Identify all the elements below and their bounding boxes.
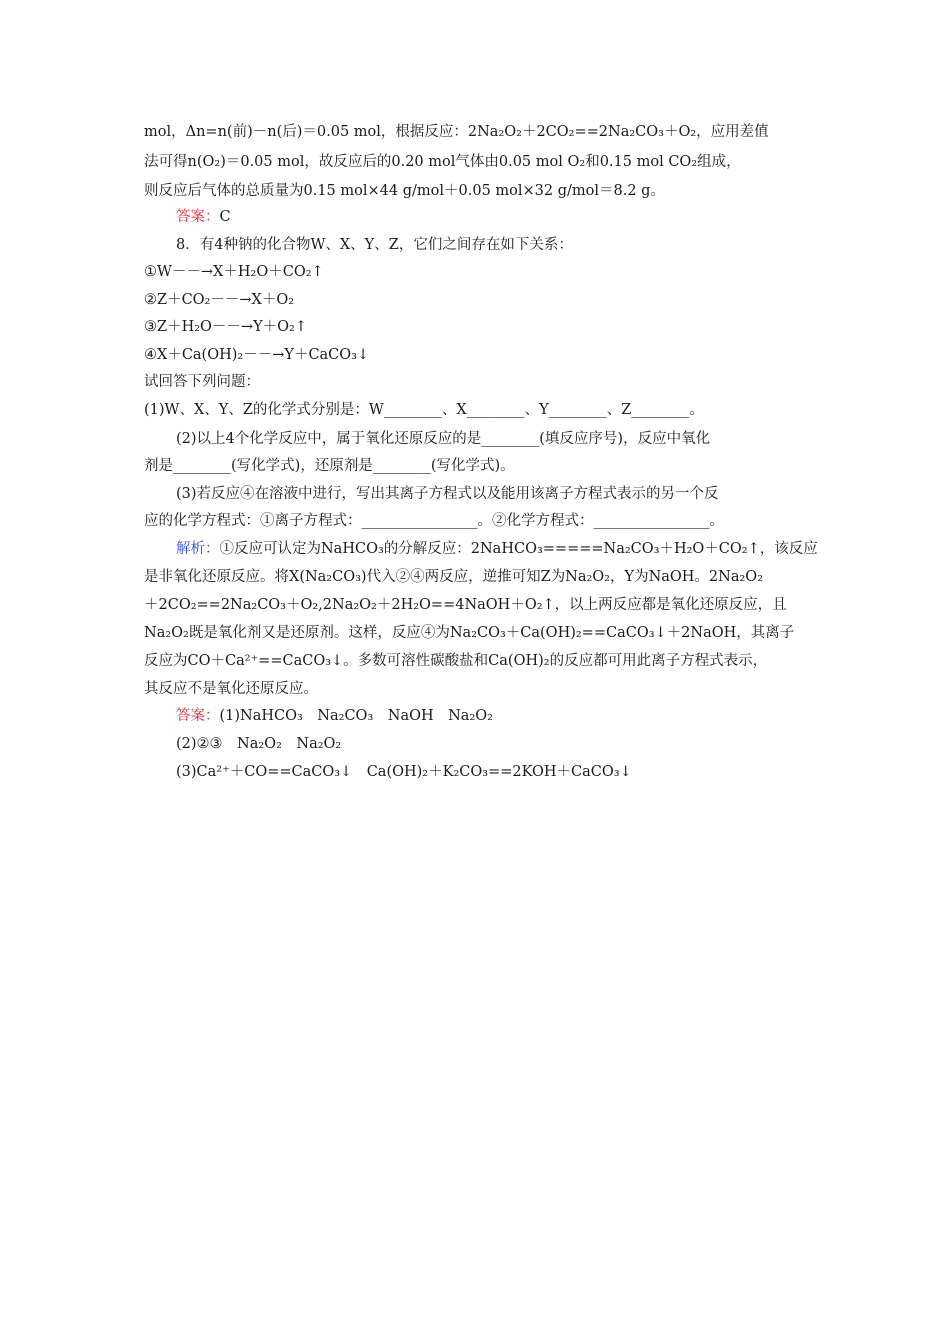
answer-value: C [219, 209, 231, 225]
sub-question-2-line-2: 剂是________(写化学式)，还原剂是________(写化学式)。 [144, 458, 515, 474]
sub-question-1: (1)W、X、Y、Z的化学式分别是：W________、X________、Y________、Z________。 [144, 402, 704, 418]
reaction-2: ②Z＋CO₂－－→X＋O₂ [144, 292, 295, 308]
answer-line-3: (3)Ca²⁺＋CO==CaCO₃↓ Ca(OH)₂＋K₂CO₃==2KOH＋CaCO₃↓ [176, 764, 632, 780]
analysis-line-3: ＋2CO₂==2Na₂CO₃＋O₂,2Na₂O₂＋2H₂O==4NaOH＋O₂↑，以上两反应都是氧化还原反应，且 [144, 597, 787, 613]
answers-label: 答案： [176, 708, 220, 724]
sub-question-3-line-1: (3)若反应④在溶液中进行，写出其离子方程式以及能用该离子方程式表示的另一个反 [176, 486, 719, 502]
answer-line-1 [176, 706, 493, 726]
analysis-text-1: ①反应可认定为NaHCO₃的分解反应：2NaHCO₃=====Na₂CO₃＋H₂O＋CO₂↑，该反应 [219, 541, 818, 557]
solution-line-2: 法可得n(O₂)＝0.05 mol，故反应后的0.20 mol气体由0.05 mol O₂和0.15 mol CO₂组成， [144, 154, 741, 170]
solution-line-3: 则反应后气体的总质量为0.15 mol×44 g/mol＋0.05 mol×32 g/mol＝8.2 g。 [144, 183, 665, 199]
solution-line-1: mol，Δn=n(前)－n(后)＝0.05 mol，根据反应：2Na₂O₂＋2CO₂==2Na₂CO₃＋O₂，应用差值 [144, 124, 769, 140]
analysis-line-5: 反应为CO＋Ca²⁺==CaCO₃↓。多数可溶性碳酸盐和Ca(OH)₂的反应都可用此离子方程式表示， [144, 653, 768, 669]
analysis-line-1 [176, 539, 818, 559]
analysis-line-4: Na₂O₂既是氧化剂又是还原剂。这样，反应④为Na₂CO₃＋Ca(OH)₂==CaCO₃↓＋2NaOH，其离子 [144, 625, 795, 641]
answer-text-1: (1)NaHCO₃ Na₂CO₃ NaOH Na₂O₂ [219, 708, 493, 724]
answer-line-2: (2)②③ Na₂O₂ Na₂O₂ [176, 736, 342, 752]
sub-question-3-line-2: 应的化学方程式：①离子方程式：________________。②化学方程式：________________。 [144, 513, 724, 529]
question-stem: 8．有4种钠的化合物W、X、Y、Z，它们之间存在如下关系： [176, 237, 573, 253]
reaction-3: ③Z＋H₂O－－→Y＋O₂↑ [144, 319, 307, 335]
analysis-line-2: 是非氧化还原反应。将X(Na₂CO₃)代入②④两反应，逆推可知Z为Na₂O₂，Y为NaOH。2Na₂O₂ [144, 569, 764, 585]
answer-label: 答案： [176, 209, 220, 225]
reaction-1: ①W－－→X＋H₂O＋CO₂↑ [144, 264, 324, 280]
sub-question-2-line-1: (2)以上4个化学反应中，属于氧化还原反应的是________(填反应序号)，反应中氧化 [176, 431, 711, 447]
analysis-label: 解析： [176, 541, 220, 557]
analysis-line-6: 其反应不是氧化还原反应。 [144, 681, 318, 697]
reaction-4: ④X＋Ca(OH)₂－－→Y＋CaCO₃↓ [144, 347, 370, 363]
question-prompt: 试回答下列问题： [144, 374, 260, 390]
prev-answer [176, 207, 231, 227]
